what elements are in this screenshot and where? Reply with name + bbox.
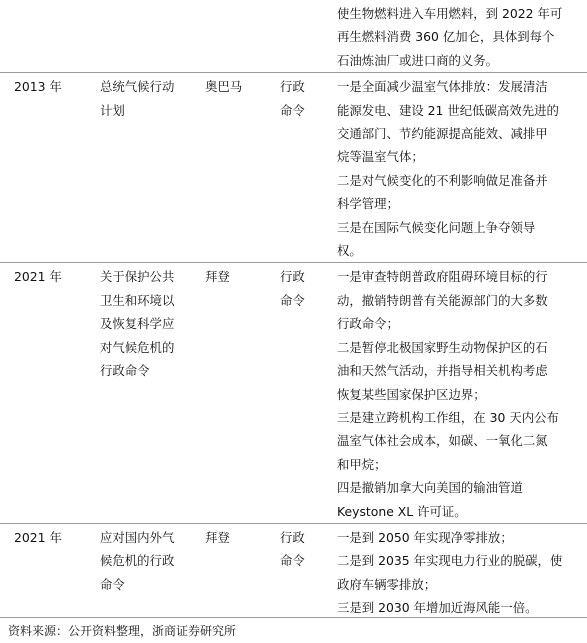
president-cell (203, 0, 277, 73)
source-note: 资料来源：公开资料整理，浙商证券研究所 (8, 624, 237, 638)
policy-content-line: 权。 (337, 243, 362, 259)
policy-type-cell (277, 73, 329, 263)
policy-content-line: 三是建立跨机构工作组，在 30 天内公布 (337, 409, 559, 425)
year-text: 2021 年 (14, 269, 62, 285)
president-cell (203, 263, 277, 523)
policy-content-line: 三是到 2030 年增加近海风能一倍。 (337, 600, 538, 616)
policy-content-line: 三是在国际气候变化问题上争夺领导 (337, 219, 536, 235)
policy-content-line: 行政命令； (337, 316, 399, 332)
policy-name-line: 命令 (100, 576, 125, 592)
table-row (0, 73, 587, 263)
policy-name-line: 关于保护公共 (100, 269, 175, 285)
year-cell (0, 263, 90, 523)
policy-content-line: 二是到 2035 年实现电力行业的脱碳，使 (337, 553, 563, 569)
policy-name-line: 总统气候行动 (100, 79, 175, 95)
table-row (0, 263, 587, 523)
year-text: 2021 年 (14, 529, 62, 545)
policy-content-line: 油和天然气活动，并指导相关机构考虑 (337, 363, 548, 379)
policy-type-line: 行政 (280, 529, 305, 545)
year-cell (0, 73, 90, 263)
policy-content-line: 二是暂停北极国家野生动物保护区的石 (337, 339, 548, 355)
policy-content-line: Keystone XL 许可证。 (337, 503, 467, 519)
policy-type-cell (277, 0, 329, 73)
policy-content-line: 科学管理； (337, 196, 399, 212)
policy-type-line: 行政 (280, 79, 305, 95)
policy-content-line: 能源发电、建设 21 世纪低碳高效先进的 (337, 102, 559, 118)
policy-content-cell (329, 523, 587, 619)
policy-content-cell (329, 0, 587, 73)
table-bottom-rule (0, 617, 587, 618)
table-row (0, 523, 587, 619)
policy-content-line: 恢复某些国家保护区边界； (337, 386, 486, 402)
policy-type-cell (277, 263, 329, 523)
policy-name-line: 候危机的行政 (100, 553, 175, 569)
policy-content-line: 温室气体社会成本，如碳、一氧化二氮 (337, 433, 548, 449)
year-text: 2013 年 (14, 79, 62, 95)
policy-type-line: 命令 (280, 102, 305, 118)
policy-name-line: 及恢复科学应 (100, 316, 175, 332)
policy-type-cell (277, 523, 329, 619)
year-cell (0, 523, 90, 619)
year-cell (0, 0, 90, 73)
policy-name-cell (90, 263, 203, 523)
policy-content-line: 石油炼油厂或进口商的义务。 (337, 52, 499, 68)
policy-content-line: 四是撤销加拿大向美国的输油管道 (337, 480, 523, 496)
policy-name-line: 计划 (100, 102, 125, 118)
policy-name-line: 行政命令 (100, 363, 150, 379)
policy-name-cell (90, 73, 203, 263)
policy-content-line: 一是审查特朗普政府阻碍环境目标的行 (337, 269, 548, 285)
president-cell (203, 523, 277, 619)
president-text: 拜登 (205, 529, 230, 545)
policy-content-cell (329, 73, 587, 263)
policy-type-line: 行政 (280, 269, 305, 285)
table-row (0, 0, 587, 73)
president-cell (203, 73, 277, 263)
president-text: 奥巴马 (205, 79, 243, 95)
policy-content-line: 烷等温室气体； (337, 149, 424, 165)
policy-name-line: 卫生和环境以 (100, 292, 175, 308)
policy-name-cell (90, 0, 203, 73)
policy-content-line: 使生物燃料进入车用燃料，到 2022 年可 (337, 6, 563, 21)
policy-name-line: 应对国内外气 (100, 529, 175, 545)
policy-type-line: 命令 (280, 553, 305, 569)
policy-type-line: 命令 (280, 292, 305, 308)
policy-content-line: 一是到 2050 年实现净零排放； (337, 529, 513, 545)
policy-content-line: 一是全面减少温室气体排放：发展清洁 (337, 79, 548, 95)
policy-content-line: 和甲烷； (337, 456, 387, 472)
policy-content-line: 交通部门、节约能源提高能效、减排甲 (337, 126, 548, 142)
policy-name-cell (90, 523, 203, 619)
policy-content-line: 动，撤销特朗普有关能源部门的大多数 (337, 292, 548, 308)
policy-content-line: 二是对气候变化的不利影响做足准备并 (337, 172, 548, 188)
policy-name-line: 对气候危机的 (100, 339, 175, 355)
policy-content-cell (329, 263, 587, 523)
policy-content-line: 政府车辆零排放； (337, 576, 437, 592)
policy-content-line: 再生燃料消费 360 亿加仑，具体到每个 (337, 29, 555, 45)
president-text: 拜登 (205, 269, 230, 285)
